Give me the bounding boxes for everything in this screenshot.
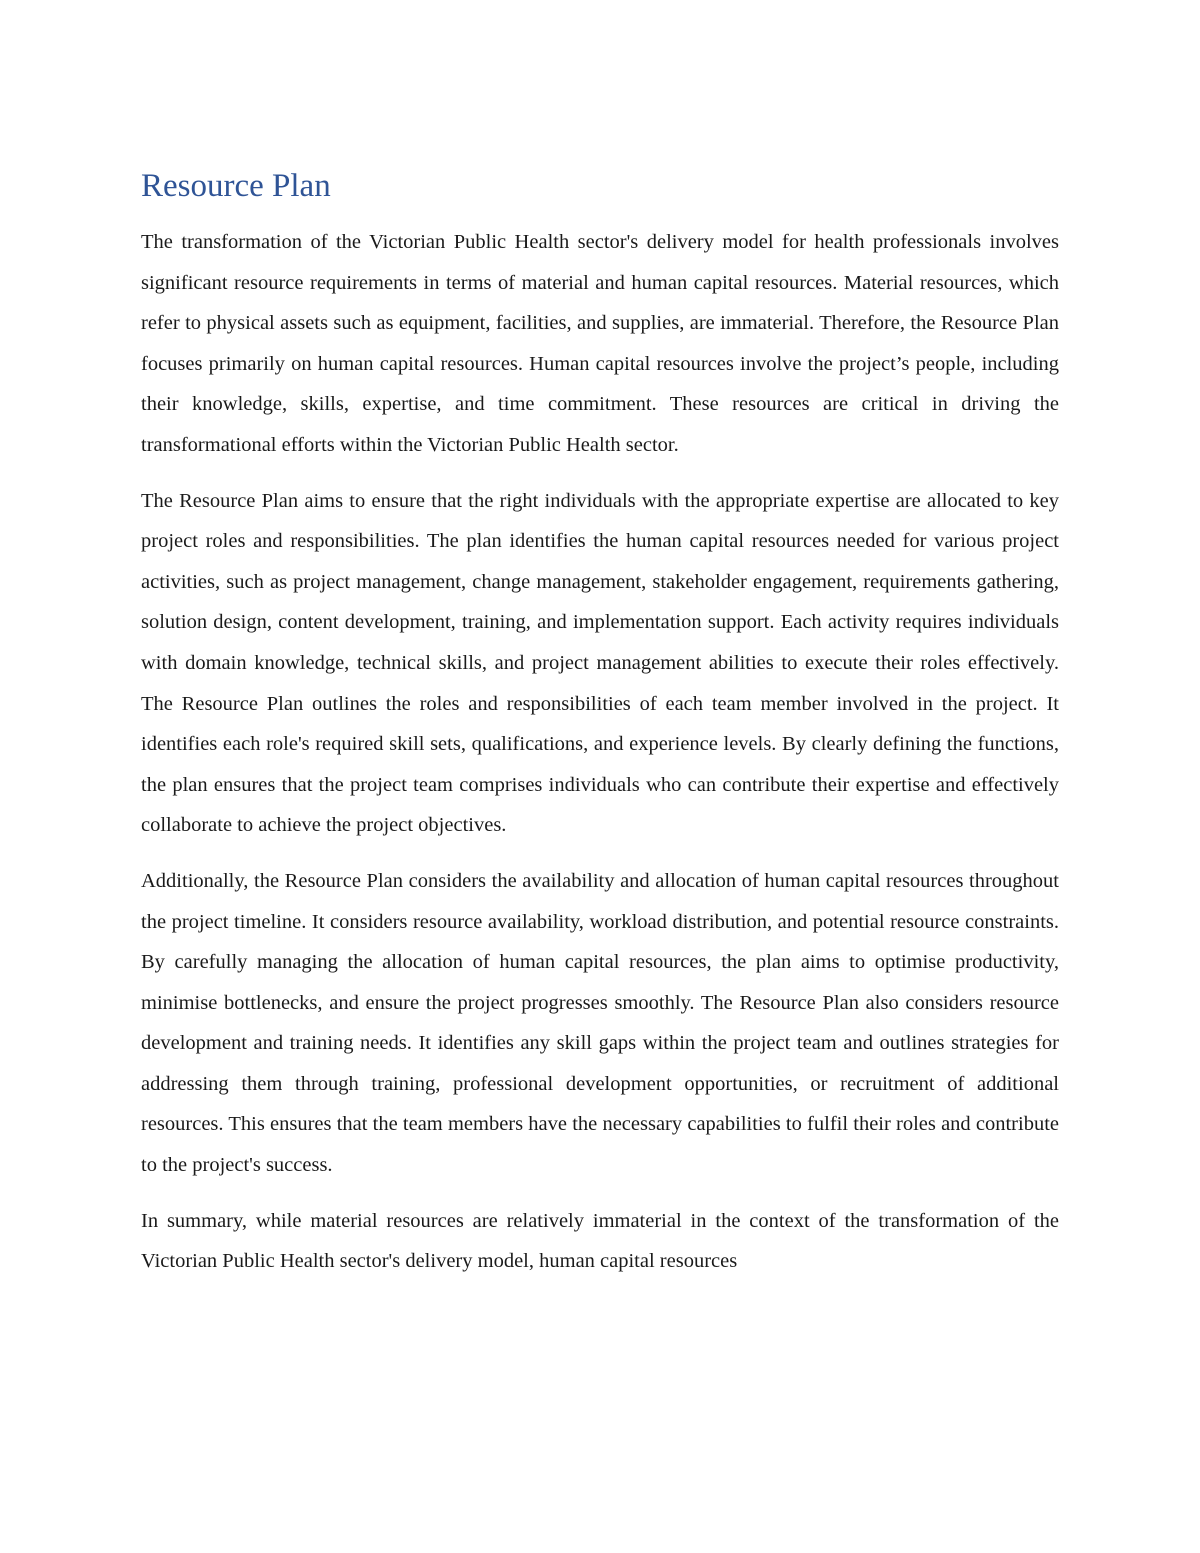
paragraph-2: The Resource Plan aims to ensure that the right individuals with the appropriate expertise are allocated to key project roles and responsibilities. The plan identifies the human capital resources needed for various project activities, such as project management, change management, stakeholder engagement, requirements gathering, solution design, content development, training, and implementation support. Each activity requires individuals with domain knowledge, technical skills, and project management abilities to execute their roles effectively. The Resource Plan outlines the roles and responsibilities of each team member involved in the project. It identifies each role's required skill sets, qualifications, and experience levels. By clearly defining the functions, the plan ensures that the project team comprises individuals who can contribute their expertise and effectively collaborate to achieve the project objectives. bbox=[141, 489, 1059, 837]
paragraph-1: The transformation of the Victorian Public Health sector's delivery model for health professionals involves significant resource requirements in terms of material and human capital resources. Material resources, which refer to physical assets such as equipment, facilities, and supplies, are immaterial. Therefore, the Resource Plan focuses primarily on human capital resources. Human capital resources involve the project’s people, including their knowledge, skills, expertise, and time commitment. These resources are critical in driving the transformational efforts within the Victorian Public Health sector. bbox=[141, 231, 1059, 456]
paragraph-4: In summary, while material resources are relatively immaterial in the context of the transformation of the Victorian Public Health sector's delivery model, human capital resources bbox=[141, 1209, 1059, 1273]
section-heading: Resource Plan bbox=[141, 168, 331, 204]
paragraph-3: Additionally, the Resource Plan considers the availability and allocation of human capital resources throughout the project timeline. It considers resource availability, workload distribution, and potential resource constraints. By carefully managing the allocation of human capital resources, the plan aims to optimise productivity, minimise bottlenecks, and ensure the project progresses smoothly. The Resource Plan also considers resource development and training needs. It identifies any skill gaps within the project team and outlines strategies for addressing them through training, professional development opportunities, or recruitment of additional resources. This ensures that the team members have the necessary capabilities to fulfil their roles and contribute to the project's success. bbox=[141, 869, 1059, 1177]
document-body bbox=[141, 162, 1059, 1297]
